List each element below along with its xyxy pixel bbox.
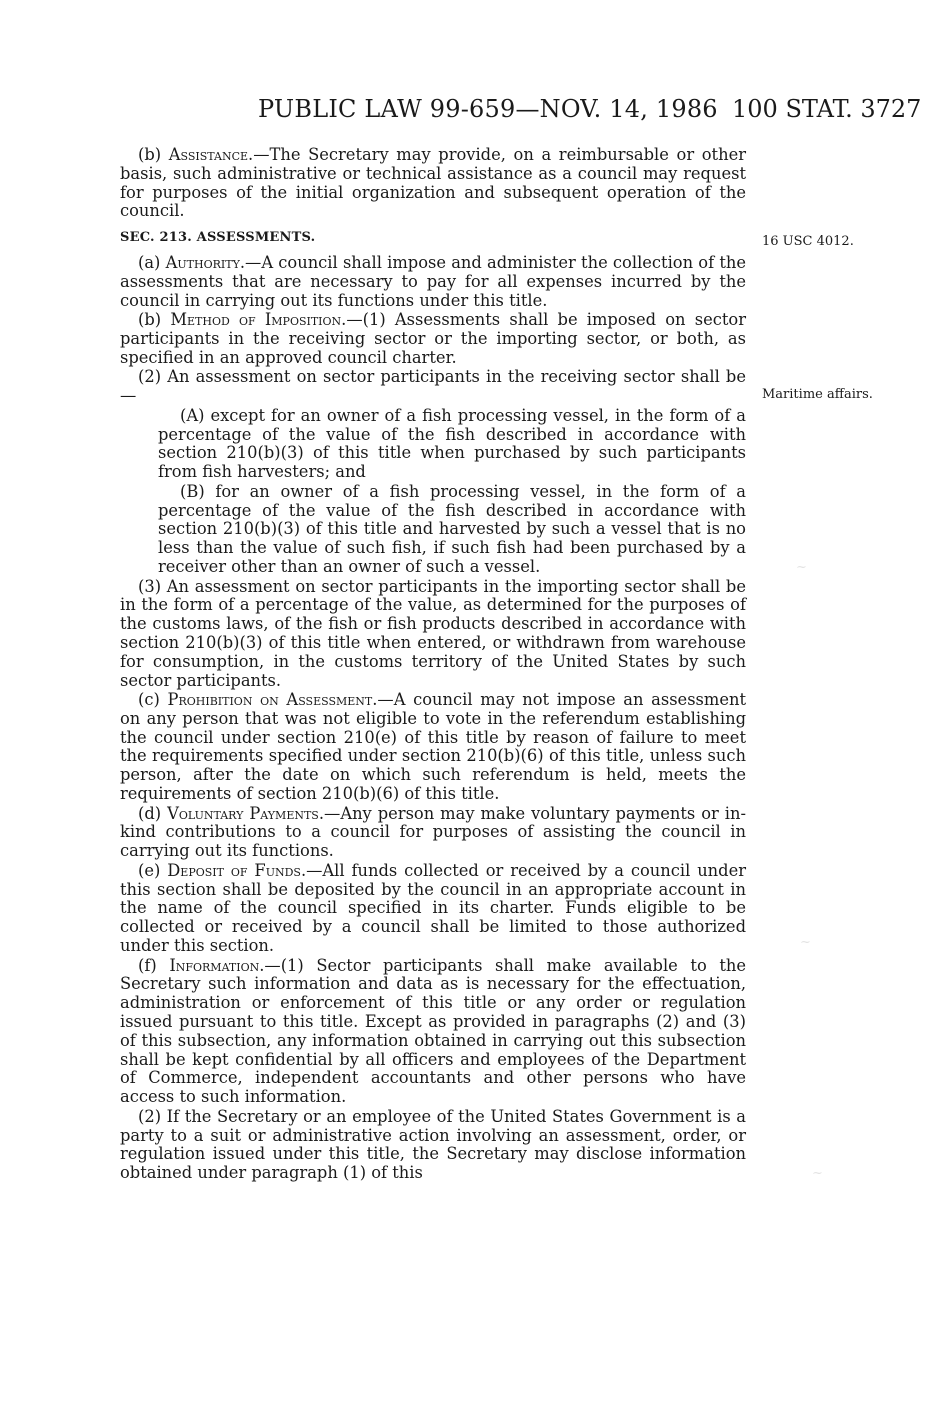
paragraph-authority: (a) Authority.—A council shall impose and administer the collection of the assessments that are necessary to pay for all expenses incurred by the council in carrying out its functions under this title.: [120, 252, 746, 310]
paragraph-b2b: (B) for an owner of a fish processing vessel, in the form of a percentage of the value of the fish described in accordance with section 210(b)(3) of this title and harvested by such a vessel that is no less than the value of such fish, if such fish had been purchased by a receiver other than an owner of such a vessel.: [158, 481, 746, 576]
page-header-stat: 100 STAT. 3727: [732, 95, 922, 123]
paragraph-voluntary: (d) Voluntary Payments.—Any person may make voluntary payments or in-kind contributions to a council for purposes of assisting the council in carrying out its functions.: [120, 803, 746, 861]
paragraph-heading: Method of Imposition.: [170, 310, 347, 330]
paragraph-heading: Deposit of Funds.: [167, 860, 307, 880]
paragraph-heading: Information.: [169, 955, 265, 975]
paragraph-heading: Prohibition on Assessment.: [167, 690, 378, 710]
paragraph-b2: (2) An assessment on sector participants in the receiving sector shall be—: [120, 367, 746, 406]
margin-note-usc: 16 USC 4012.: [762, 234, 854, 249]
bleed-through-mark: ~: [800, 935, 811, 950]
paragraph-assistance: (b) Assistance.—The Secretary may provide, on a reimbursable or other basis, such administrative or technical assistance as a council may request for purposes of the initial organization and subsequent operation of the council.: [120, 145, 746, 221]
paragraph-heading: Voluntary Payments.: [167, 803, 325, 823]
paragraph-method: (b) Method of Imposition.—(1) Assessments shall be imposed on sector participants in the receiving sector or the importing sector, or both, as specified in an approved council charter.: [120, 310, 746, 367]
paragraph-b3: (3) An assessment on sector participants in the importing sector shall be in the form of a percentage of the value, as determined for the purposes of the customs laws, of the fish or fish products described in accordance with section 210(b)(3) of this title when entered, or withdrawn from warehouse for consumption, in the customs territory of the United States by such sector participants.: [120, 576, 746, 690]
bleed-through-mark: ~: [796, 560, 807, 575]
paragraph-heading: Authority.: [165, 252, 246, 272]
page-header-title: PUBLIC LAW 99-659—NOV. 14, 1986: [258, 95, 718, 123]
section-heading: SEC. 213. ASSESSMENTS.: [120, 230, 316, 246]
paragraph-prohibition: (c) Prohibition on Assessment.—A council may not impose an assessment on any person that was not eligible to vote in the referendum establishing the council under section 210(e) of this title by reason of failure to meet the requirements specified under section 210(b)(6) of this title, unless such person, after the date on which such referendum is held, meets the requirements of section 210(b)(6) of this title.: [120, 690, 747, 804]
bleed-through-mark: ~: [812, 1166, 823, 1181]
paragraph-information: (f) Information.—(1) Sector participants shall make available to the Secretary such information and data as is necessary for the effectuation, administration or enforcement of this title or any order or regulation issued pursuant to this title. Except as provided in paragraphs (2) and (3) of this subsection, any information obtained in carrying out this subsection shall be kept confidential by all officers and employees of the Department of Commerce, independent accountants and other persons who have access to such information.: [120, 955, 746, 1107]
margin-note-maritime: Maritime affairs.: [762, 387, 873, 402]
paragraph-heading: Assistance.: [168, 145, 254, 164]
paragraph-f2: (2) If the Secretary or an employee of the United States Government is a party to a suit or administrative action involving an assessment, order, or regulation issued under this title, the Secretary may disclose information obtained under paragraph (1) of this: [120, 1106, 746, 1183]
body-text: [120, 146, 746, 1184]
paragraph-b2a: (A) except for an owner of a fish processing vessel, in the form of a percentage of the value of the fish described in accordance with section 210(b)(3) of this title when purchased by such participants from fish harvesters; and: [158, 405, 746, 482]
paragraph-deposit: (e) Deposit of Funds.—All funds collected or received by a council under this section shall be deposited by the council in an appropriate account in the name of the council specified in its charter. Funds eligible to be collected or received by a council shall be limited to those authorized under this section.: [120, 860, 747, 956]
